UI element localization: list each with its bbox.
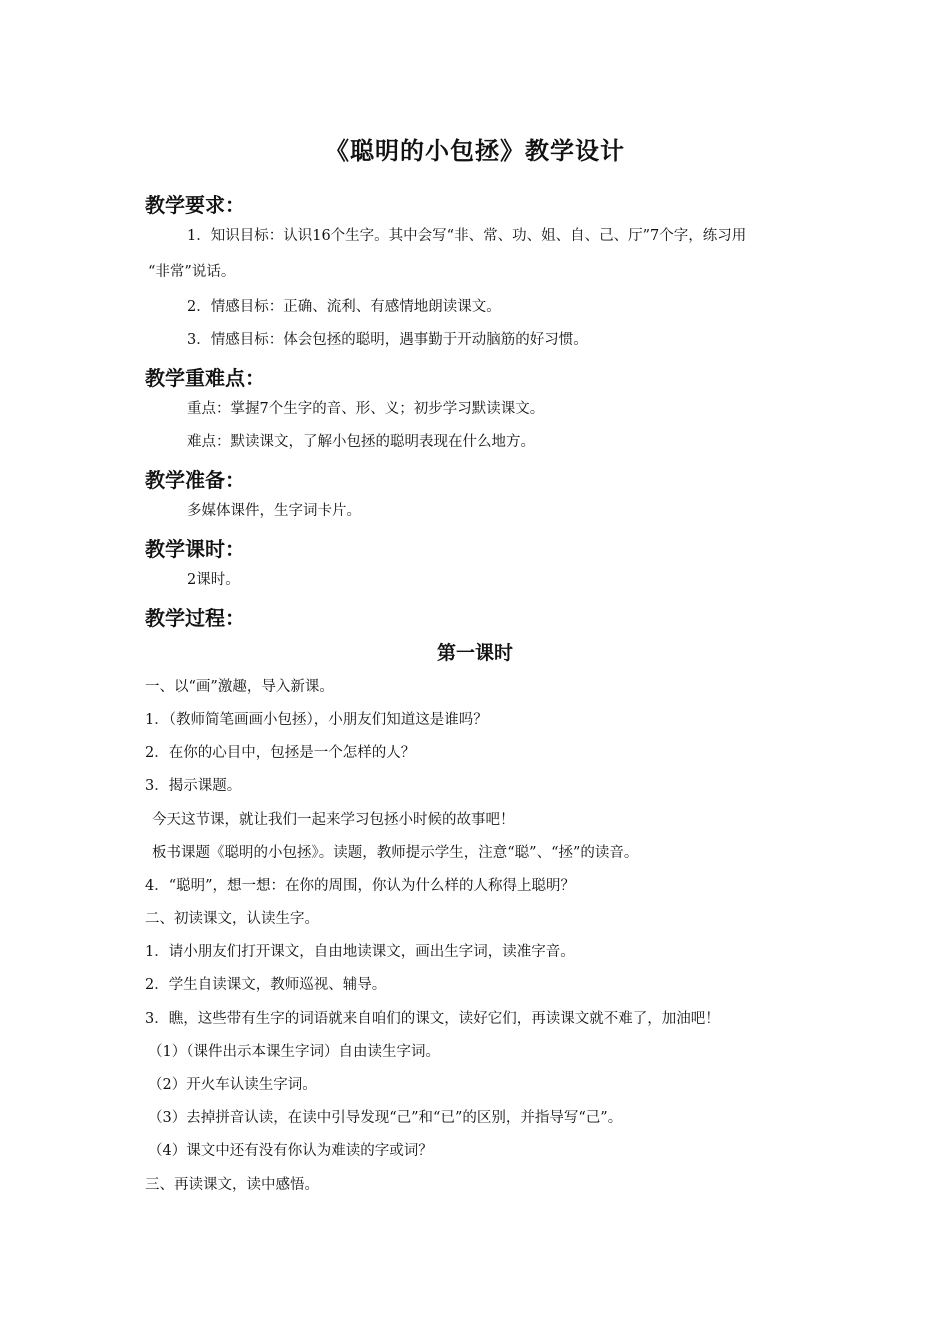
requirement-item-1-cont: “非常”说话。 <box>148 264 236 280</box>
process-line: 2．学生自读课文，教师巡视、辅导。 <box>145 977 387 993</box>
document-title: 《聪明的小包拯》教学设计 <box>325 137 625 165</box>
heading-requirements: 教学要求： <box>145 193 245 217</box>
heading-hours: 教学课时： <box>145 537 245 561</box>
process-line: 4．“聪明”，想一想：在你的周围，你认为什么样的人称得上聪明？ <box>145 878 576 894</box>
process-line: 今天这节课，就让我们一起来学习包拯小时候的故事吧！ <box>152 812 515 828</box>
process-line: （4）课文中还有没有你认为难读的字或词？ <box>148 1143 433 1159</box>
process-line: 3．瞧，这些带有生字的词语就来自咱们的课文，读好它们，再读课文就不难了，加油吧！ <box>145 1011 720 1027</box>
hours-text: 2课时。 <box>187 572 240 588</box>
process-line: 1．请小朋友们打开课文，自由地读课文，画出生字词，读准字音。 <box>145 944 575 960</box>
requirement-item-3: 3．情感目标：体会包拯的聪明，遇事勤于开动脑筋的好习惯。 <box>187 332 588 348</box>
process-line: （3）去掉拼音认读，在读中引导发现“己”和“已”的区别，并指导写“己”。 <box>148 1110 623 1126</box>
difficulty-point: 难点：默读课文，了解小包拯的聪明表现在什么地方。 <box>187 434 535 450</box>
process-line: 一、以“画”激趣，导入新课。 <box>145 679 334 695</box>
process-line: 板书课题《聪明的小包拯》。读题，教师提示学生，注意“聪”、“拯”的读音。 <box>152 845 639 861</box>
heading-key-points: 教学重难点： <box>145 366 265 390</box>
process-line: 二、初读课文，认读生字。 <box>145 911 319 927</box>
requirement-item-2: 2．情感目标：正确、流利、有感情地朗读课文。 <box>187 299 501 315</box>
process-line: （2）开火车认读生字词。 <box>148 1077 317 1093</box>
requirement-item-1: 1．知识目标：认识16个生字。其中会写“非、常、功、姐、自、己、厅”7个字，练习用 <box>187 228 747 244</box>
heading-process: 教学过程： <box>145 606 245 630</box>
heading-preparation: 教学准备： <box>145 468 245 492</box>
process-line: （1）（课件出示本课生字词）自由读生字词。 <box>148 1044 440 1060</box>
process-line: 3．揭示课题。 <box>145 778 242 794</box>
key-point: 重点：掌握7个生字的音、形、义；初步学习默读课文。 <box>187 401 545 417</box>
process-line: 2．在你的心目中，包拯是一个怎样的人？ <box>145 745 416 761</box>
preparation-text: 多媒体课件，生字词卡片。 <box>187 503 361 519</box>
process-line: 1．（教师简笔画画小包拯），小朋友们知道这是谁吗？ <box>145 712 488 728</box>
lesson-one-heading: 第一课时 <box>436 642 513 664</box>
process-line: 三、再读课文，读中感悟。 <box>145 1177 319 1193</box>
